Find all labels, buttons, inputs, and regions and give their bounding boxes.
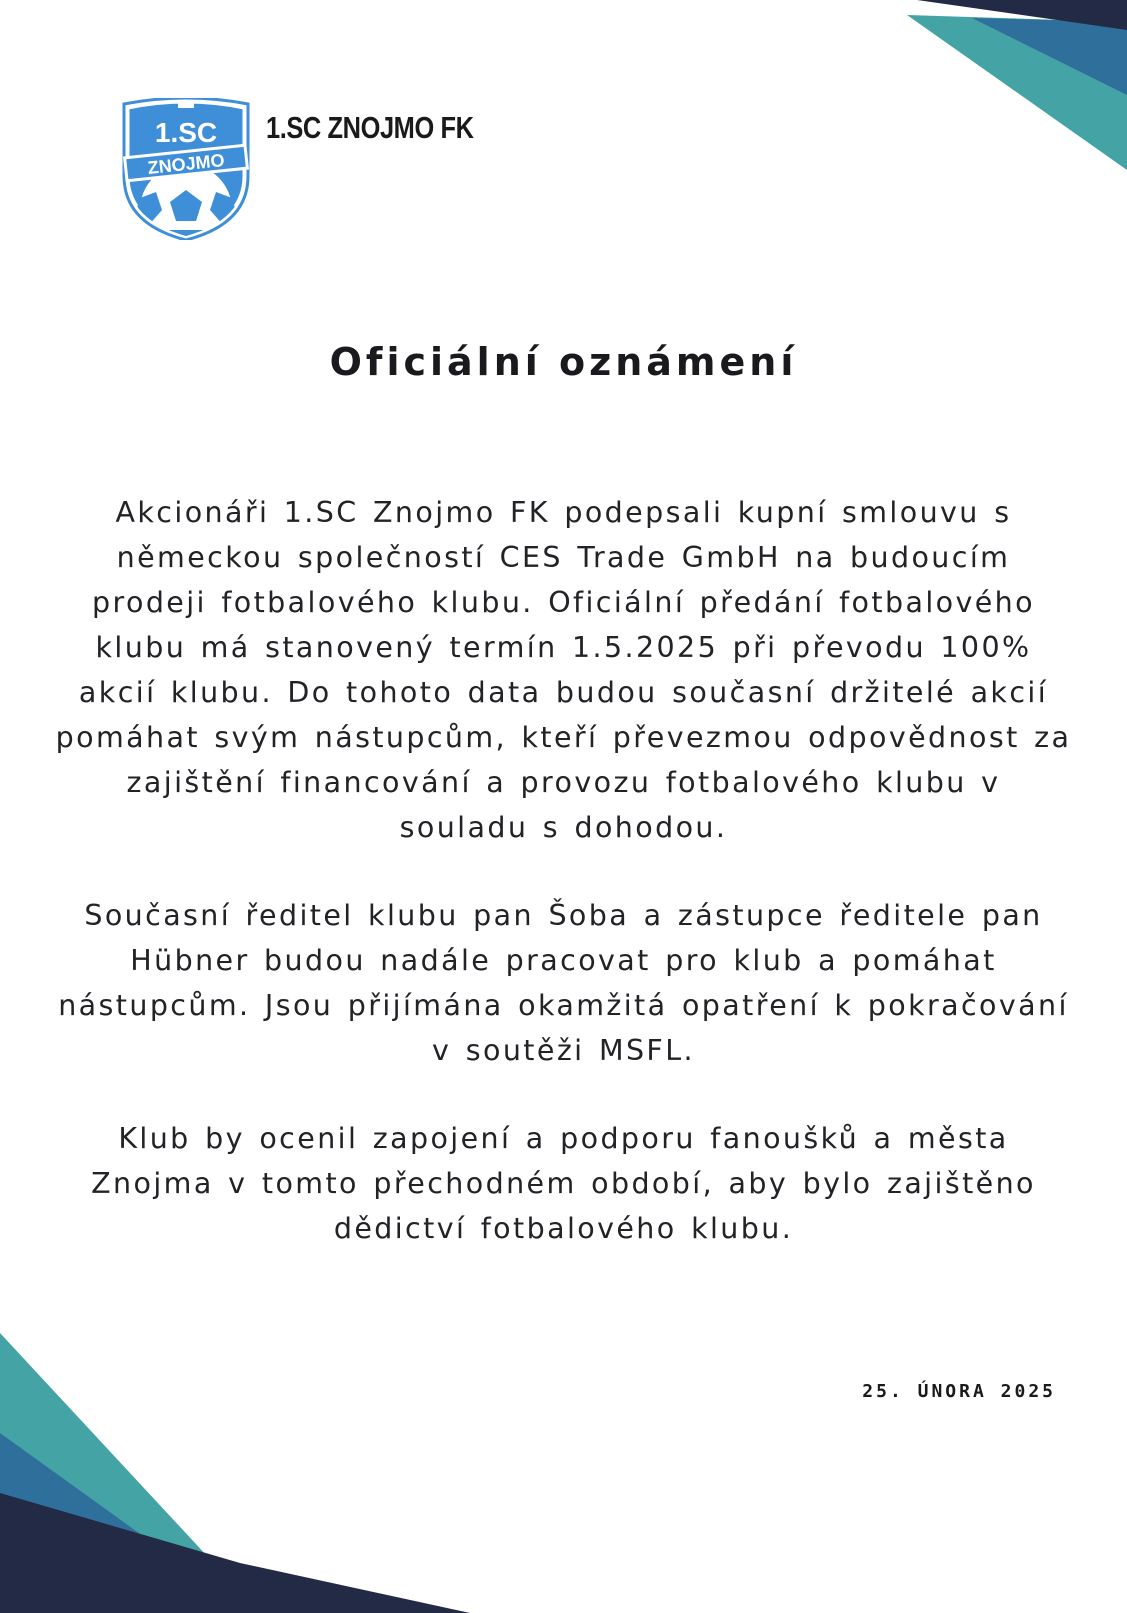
top-right-decoration	[757, 0, 1127, 175]
bottom-left-decoration	[0, 1333, 470, 1613]
paragraph-2: Současní ředitel klubu pan Šoba a zástupce ředitele pan Hübner budou nadále pracovat pro klub a pomáhat nástupcům. Jsou přijímána okamžitá opatření k pokračování v soutěži MSFL.	[58, 899, 1069, 1067]
club-logo	[120, 98, 252, 240]
logo-text-top: 1.SC	[154, 117, 218, 148]
announcement-date: 25. ÚNORA 2025	[862, 1381, 1056, 1402]
club-name: 1.SC ZNOJMO FK	[266, 110, 474, 145]
logo-text-bottom: ZNOJMO	[146, 150, 226, 178]
paragraph-1: Akcionáři 1.SC Znojmo FK podepsali kupní smlouvu s německou společností CES Trade GmbH na budoucím prodeji fotbalového klubu. Oficiální předání fotbalového klubu má stanovený termín 1.5.2025 při převodu 100% akcií klubu. Do tohoto data budou současní držitelé akcií pomáhat svým nástupcům, kteří převezmou odpovědnost za zajištění financování a provozu fotbalového klubu v souladu s dohodou.	[55, 496, 1072, 844]
paragraph-3: Klub by ocenil zapojení a podporu fanoušků a města Znojma v tomto přechodném období, aby bylo zajištěno dědictví fotbalového klubu.	[91, 1122, 1036, 1245]
announcement-body	[55, 490, 1072, 1294]
page-title: Oficiální oznámení	[329, 340, 798, 384]
